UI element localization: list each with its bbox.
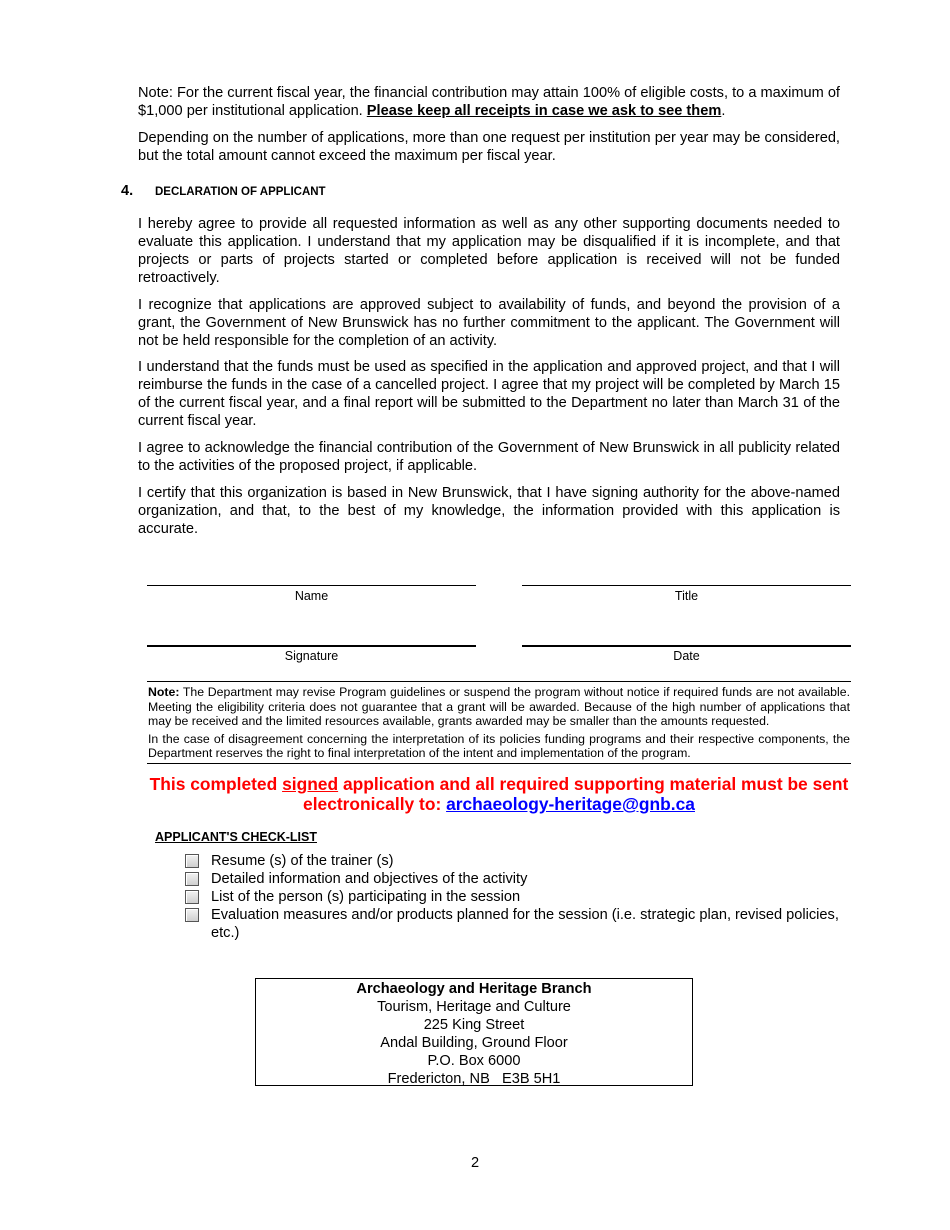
checklist-item-label: Evaluation measures and/or products planned for the session (i.e. strategic plan, revised policies, etc.) bbox=[211, 907, 839, 941]
email-link[interactable]: archaeology-heritage@gnb.ca bbox=[446, 794, 695, 814]
funding-note bbox=[138, 84, 840, 120]
declaration-paragraph-1: I hereby agree to provide all requested information as well as any other supporting documents needed to evaluate this application. I understand that my application may be disqualified if it is incomplete, and that projects or parts of projects started or completed before application is received will not be funded retroactively. bbox=[138, 216, 840, 286]
title-label: Title bbox=[674, 589, 699, 603]
checklist-item-label: Resume (s) of the trainer (s) bbox=[211, 853, 394, 869]
section-title: DECLARATION OF APPLICANT bbox=[155, 186, 326, 198]
section-heading bbox=[121, 182, 326, 200]
checklist-item bbox=[184, 852, 844, 870]
signature-line[interactable] bbox=[147, 645, 476, 647]
note-text-1: The Department may revise Program guidelines or suspend the program without notice if required funds are not available. Meeting the eligibility criteria does not guarantee that a grant will be awarded. Because of the high number of applications that may be received and the limited resources available, grants awarded may be smaller than the amounts requested. bbox=[148, 685, 850, 728]
checkbox-icon[interactable] bbox=[185, 854, 199, 868]
submission-message bbox=[120, 774, 878, 814]
funding-note-end: . bbox=[721, 103, 726, 119]
page-number: 2 bbox=[470, 1155, 480, 1171]
checklist-item-label: List of the person (s) participating in the session bbox=[211, 889, 521, 905]
note-paragraph-2: In the case of disagreement concerning the interpretation of its policies funding programs and their respective components, the Department reserves the right to final interpretation of the intent and implementation of the program. bbox=[148, 731, 850, 760]
address-line: Tourism, Heritage and Culture bbox=[377, 999, 571, 1015]
section-number: 4. bbox=[121, 183, 134, 199]
multiple-requests-note: Depending on the number of applications, more than one request per institution per year may be considered, but the total amount cannot exceed the maximum per fiscal year. bbox=[138, 130, 840, 164]
checklist-item-label: Detailed information and objectives of the activity bbox=[211, 871, 528, 887]
name-line[interactable] bbox=[147, 585, 476, 586]
address-line: Fredericton, NB E3B 5H1 bbox=[387, 1071, 561, 1087]
checklist-item bbox=[184, 870, 844, 888]
submission-text-2: application and all required supporting material must be sent electronically to: bbox=[303, 774, 849, 814]
signed-emphasis: signed bbox=[282, 774, 339, 794]
address-box bbox=[255, 978, 693, 1086]
note-paragraph-1 bbox=[148, 685, 850, 729]
checklist-title: APPLICANT'S CHECK-LIST bbox=[155, 830, 317, 844]
note-label: Note: bbox=[148, 685, 180, 699]
address-line: Andal Building, Ground Floor bbox=[380, 1035, 568, 1051]
address-line: P.O. Box 6000 bbox=[427, 1053, 521, 1069]
name-label: Name bbox=[294, 589, 329, 603]
declaration-paragraph-4: I agree to acknowledge the financial contribution of the Government of New Brunswick in all publicity related to the activities of the proposed project, if applicable. bbox=[138, 440, 840, 474]
signature-label: Signature bbox=[284, 649, 339, 663]
title-line[interactable] bbox=[522, 585, 851, 586]
checklist-item bbox=[184, 906, 844, 942]
receipts-emphasis: Please keep all receipts in case we ask to see them bbox=[366, 103, 722, 119]
note-top-rule bbox=[147, 681, 851, 682]
submission-text-1: This completed bbox=[149, 774, 283, 794]
declaration-paragraph-5: I certify that this organization is based in New Brunswick, that I have signing authority for the above-named organization, and that, to the best of my knowledge, the information provided with this application is accurate. bbox=[138, 485, 840, 537]
declaration-paragraph-3: I understand that the funds must be used as specified in the application and approved project, and that I will reimburse the funds in the case of a cancelled project. I agree that my project will be completed by March 15 of the current fiscal year, and a final report will be submitted to the Department no later than March 31 of the current fiscal year. bbox=[138, 359, 840, 429]
checkbox-icon[interactable] bbox=[185, 890, 199, 904]
checkbox-icon[interactable] bbox=[185, 872, 199, 886]
address-line: 225 King Street bbox=[423, 1017, 525, 1033]
funding-note-text: Note: For the current fiscal year, the financial contribution may attain 100% of eligible costs, to a maximum of $1,000 per institutional application. bbox=[138, 85, 840, 119]
date-line[interactable] bbox=[522, 645, 851, 647]
address-org: Archaeology and Heritage Branch bbox=[356, 981, 592, 997]
checklist-item bbox=[184, 888, 844, 906]
checklist bbox=[184, 852, 844, 942]
note-bottom-rule bbox=[147, 763, 851, 764]
checkbox-icon[interactable] bbox=[185, 908, 199, 922]
department-note bbox=[148, 685, 850, 764]
declaration-paragraph-2: I recognize that applications are approved subject to availability of funds, and beyond the provision of a grant, the Government of New Brunswick has no further commitment to the applicant. The Government will not be held responsible for the completion of an activity. bbox=[138, 297, 840, 349]
date-label: Date bbox=[673, 649, 700, 663]
